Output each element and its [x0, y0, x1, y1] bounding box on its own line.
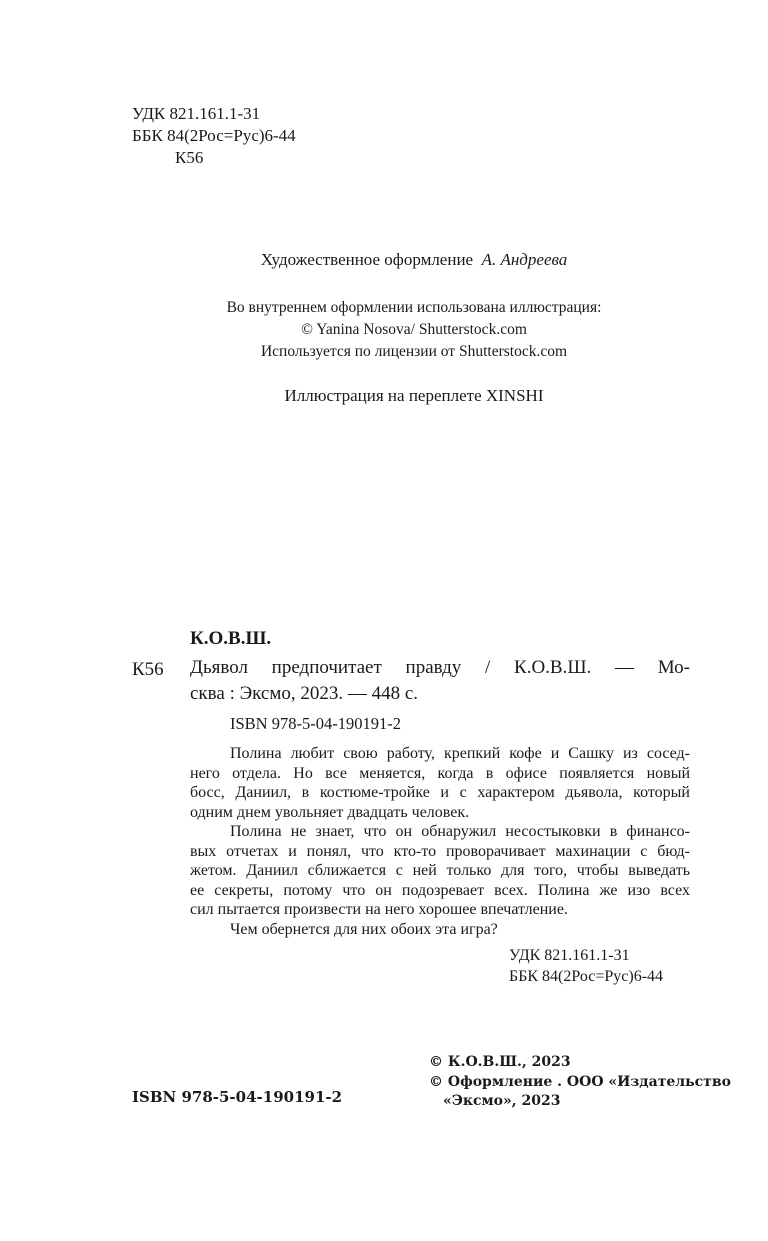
bbk-code-bottom: ББК 84(2Рос=Рус)6-44 [509, 968, 664, 985]
annotation-line: Полина не знает, что он обнаружил несостыковки в финансо- [230, 823, 690, 840]
annotation-line: него отдела. Но все меняется, когда в офисе появляется новый [190, 764, 690, 782]
annotation [190, 744, 690, 939]
udk-code-bottom: УДК 821.161.1-31 [509, 947, 630, 964]
book-author: К.О.В.Ш. [190, 628, 272, 649]
isbn-bottom: ISBN 978-5-04-190191-2 [132, 1088, 343, 1106]
bbk-code: ББК 84(2Рос=Рус)6-44 [132, 126, 296, 145]
annotation-line: Полина любит свою работу, крепкий кофе и Сашку из сосед- [230, 745, 690, 762]
author-code: К56 [132, 659, 164, 680]
annotation-line: ее секреты, потому что он подозревает всех. Полина же изо всех [190, 881, 690, 899]
annotation-line: вых отчетах и понял, что кто-то проворачивает махинации с бюд- [190, 842, 690, 860]
author-mark: К56 [175, 148, 204, 167]
annotation-line: жетом. Даниил сближается с ней только для того, чтобы выведать [190, 862, 690, 879]
designer-name: А. Андреева [481, 250, 568, 269]
inner-illustration-copyright: © Yanina Nosova/ Shutterstock.com [301, 321, 527, 338]
cover-illustration-credit: Иллюстрация на переплете XINSHI [284, 386, 544, 405]
bibliographic-description [190, 655, 690, 707]
bib-line-2: сква : Эксмо, 2023. — 448 с. [190, 683, 419, 704]
copyright-design: © Оформление . ООО «Издательство [429, 1073, 731, 1090]
inner-illustration-note: Во внутреннем оформлении использована иллюстрация: [226, 299, 602, 316]
design-label: Художественное оформление [260, 250, 474, 269]
top-classification [132, 103, 296, 169]
annotation-line: босс, Даниил, в костюме-тройке и с характером дьявола, который [190, 784, 690, 801]
annotation-line: сил пытается произвести на него хорошее впечатление. [190, 901, 568, 918]
annotation-line: Чем обернется для них обоих эта игра? [230, 920, 498, 938]
isbn-line: ISBN 978-5-04-190191-2 [230, 714, 401, 733]
inner-illustration-license: Используется по лицензии от Shutterstock.com [260, 343, 568, 360]
design-credit [0, 250, 768, 270]
bottom-classification [509, 945, 663, 987]
copyright-block [429, 1053, 731, 1112]
udk-code: УДК 821.161.1-31 [132, 104, 261, 123]
annotation-line: одним днем увольняет двадцать человек. [190, 803, 470, 821]
copyright-author: © К.О.В.Ш., 2023 [429, 1054, 571, 1070]
bib-line-1: Дьявол предпочитает правду / К.О.В.Ш. — Мо- [190, 657, 690, 678]
copyright-publisher: «Эксмо», 2023 [443, 1093, 561, 1109]
inner-illustration-credit [0, 297, 768, 363]
